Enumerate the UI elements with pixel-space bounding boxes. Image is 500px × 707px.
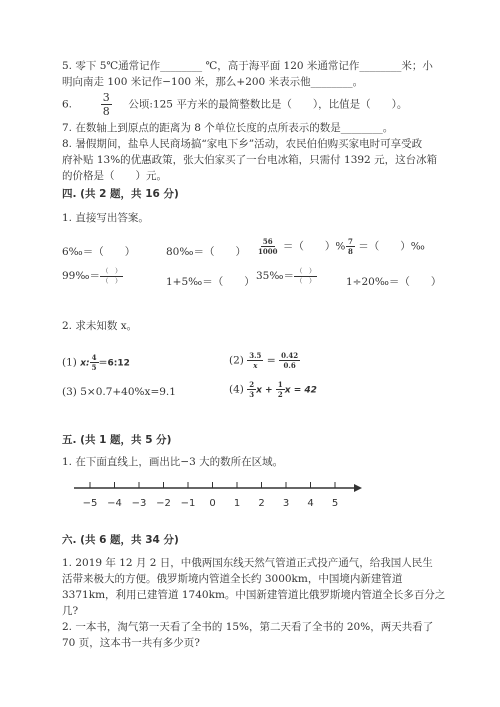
equation-4: (4) $\frac{2}{3}$ x + $\frac{1}{2}$ x = 42 bbox=[229, 380, 317, 399]
number-line-tick-label: 2 bbox=[258, 498, 265, 509]
section4-q1-title: 1. 直接写出答案。 bbox=[62, 212, 149, 224]
q8-line3: 的价格是（ ）元。 bbox=[62, 170, 167, 182]
number-line-tick-label: −1 bbox=[180, 498, 196, 509]
calc-7-over-8: $\frac{7}{8}$ ＝（ ）‰ bbox=[348, 237, 425, 256]
section6-q2-line1: 2. 一本书，淘气第一天看了全书的 15%，第二天看了全书的 20%，两天共看了 bbox=[62, 621, 434, 633]
section6-title: 六. (共 6 题，共 34 分) bbox=[62, 534, 179, 546]
equation-1: (1) x: $\frac{4}{5}$ ＝6:12 bbox=[62, 353, 130, 372]
section4-title: 四. (共 2 题，共 16 分) bbox=[62, 188, 179, 200]
number-line-tick-label: −2 bbox=[156, 498, 171, 509]
calc-1-plus-5-permille: 1+5‰＝（ ） bbox=[166, 276, 255, 288]
section6-q2-line2: 70 页，这本书一共有多少页? bbox=[62, 637, 200, 649]
section5-title: 五. (共 1 题，共 5 分) bbox=[62, 434, 172, 446]
section6-q1-line3: 3371km，利用已建管道 1740km。中国新建管道比俄罗斯境内管道全长多百分之 bbox=[62, 589, 446, 601]
q7: 7. 在数轴上到原点的距离为 8 个单位长度的点所表示的数是________。 bbox=[62, 122, 394, 134]
q8-line1: 8. 暑假期间，盐阜人民商场搞“家电下乡”活动，农民伯伯购买家电时可享受政 bbox=[62, 138, 423, 150]
calc-35-permille: 35‰＝ $\frac{( )}{( )}$ bbox=[256, 267, 316, 285]
q8-line2: 府补贴 13%的优惠政策，张大伯家买了一台电冰箱，只需付 1392 元，这台冰箱 bbox=[62, 154, 438, 166]
section6-q1-line4: 几? bbox=[62, 605, 79, 617]
q6-text: 公顷:125 平方米的最简整数比是（ ），比值是（ ）。 bbox=[128, 98, 408, 111]
calc-1-div-20-permille: 1÷20‰＝（ ） bbox=[346, 276, 442, 288]
number-line-tick-label: −3 bbox=[131, 498, 147, 509]
calc-6-permille: 6‰＝（ ） bbox=[62, 246, 136, 258]
number-line-tick-label: 1 bbox=[233, 498, 241, 509]
number-line-tick-label: 0 bbox=[209, 498, 216, 509]
number-line bbox=[62, 478, 372, 518]
section4-q2-title: 2. 求未知数 x。 bbox=[62, 320, 138, 332]
section6-q1-line1: 1. 2019 年 12 月 2 日，中俄两国东线天然气管道正式投产通气，给我国人民生 bbox=[62, 557, 433, 569]
section6-q1-line2: 活带来极大的方便。俄罗斯境内管道全长约 3000km，中国境内新建管道 bbox=[62, 573, 403, 585]
q6 bbox=[62, 92, 407, 117]
equation-2: (2) $\frac{3.5}{x}$ ＝ $\frac{0.42}{0.6}$ bbox=[229, 351, 299, 370]
number-line-tick-label: −4 bbox=[107, 498, 122, 509]
calc-99-permille: 99‰＝ $\frac{( )}{( )}$ bbox=[62, 267, 122, 285]
calc-80-permille: 80‰＝（ ） bbox=[166, 246, 246, 258]
number-line-arrow bbox=[354, 484, 362, 492]
q6-label: 6. bbox=[62, 98, 73, 111]
section5-q1: 1. 在下面直线上，画出比−3 大的数所在区域。 bbox=[62, 456, 284, 468]
q5-line1: 5. 零下 5℃通常记作________ ℃，高于海平面 120 米通常记作________米；小 bbox=[62, 60, 433, 72]
number-line-tick-label: −5 bbox=[82, 498, 98, 509]
number-line-tick-label: 4 bbox=[307, 498, 314, 509]
q6-fraction: $\frac{3}{8}$ bbox=[102, 91, 110, 118]
number-line-tick-label: 3 bbox=[282, 498, 290, 509]
q5-line2: 明向南走 100 米记作−100 米，那么+200 米表示他________。 bbox=[62, 76, 364, 88]
calc-56-over-1000: $\frac{56}{1000}$ ＝（ ）% bbox=[258, 237, 346, 256]
equation-3: (3) 5×0.7+40%x=9.1 bbox=[62, 386, 176, 398]
number-line-tick-label: 5 bbox=[331, 498, 339, 509]
